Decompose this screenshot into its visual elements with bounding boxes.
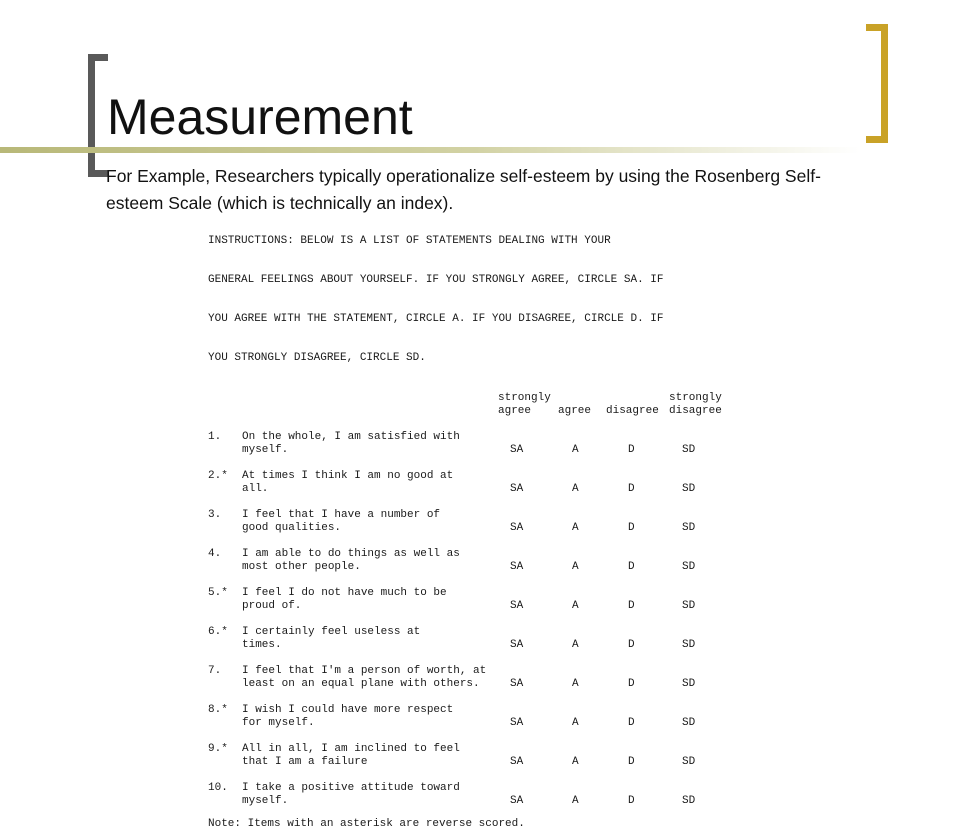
option-sa[interactable]: SA bbox=[510, 561, 524, 573]
right-bracket-decoration bbox=[866, 24, 888, 143]
option-d[interactable]: D bbox=[628, 561, 635, 573]
scale-item bbox=[208, 587, 748, 613]
instructions-line: YOU AGREE WITH THE STATEMENT, CIRCLE A. IF YOU DISAGREE, CIRCLE D. IF bbox=[208, 313, 664, 325]
item-number: 2.* bbox=[208, 470, 228, 482]
item-number: 3. bbox=[208, 509, 222, 521]
scale-item bbox=[208, 626, 748, 652]
column-header-strongly-agree-top: strongly bbox=[498, 392, 551, 404]
item-number: 1. bbox=[208, 431, 222, 443]
option-sd[interactable]: SD bbox=[682, 678, 696, 690]
item-text-line1: I certainly feel useless at bbox=[242, 626, 421, 638]
item-number: 7. bbox=[208, 665, 222, 677]
item-text-line2: most other people. bbox=[242, 561, 361, 573]
option-d[interactable]: D bbox=[628, 678, 635, 690]
item-text-line2: myself. bbox=[242, 795, 289, 807]
rosenberg-scale bbox=[208, 209, 748, 831]
item-text-line2: proud of. bbox=[242, 600, 302, 612]
option-d[interactable]: D bbox=[628, 522, 635, 534]
scale-items bbox=[208, 431, 748, 808]
left-bracket-decoration bbox=[88, 54, 108, 177]
option-d[interactable]: D bbox=[628, 717, 635, 729]
item-number: 10. bbox=[208, 782, 228, 794]
title-accent-line bbox=[0, 147, 860, 153]
item-text-line1: I feel that I have a number of bbox=[242, 509, 441, 521]
item-text-line2: that I am a failure bbox=[242, 756, 368, 768]
item-text-line2: all. bbox=[242, 483, 269, 495]
scale-item bbox=[208, 782, 748, 808]
option-sd[interactable]: SD bbox=[682, 639, 696, 651]
column-header-strongly-agree-bottom: agree bbox=[498, 405, 532, 417]
column-header-agree: agree bbox=[558, 405, 592, 417]
option-a[interactable]: A bbox=[572, 561, 579, 573]
option-a[interactable]: A bbox=[572, 483, 579, 495]
scale-item bbox=[208, 548, 748, 574]
item-text-line2: myself. bbox=[242, 444, 289, 456]
item-text-line1: At times I think I am no good at bbox=[242, 470, 454, 482]
option-d[interactable]: D bbox=[628, 483, 635, 495]
item-number: 5.* bbox=[208, 587, 228, 599]
item-text-line1: I am able to do things as well as bbox=[242, 548, 460, 560]
scale-item bbox=[208, 509, 748, 535]
option-sa[interactable]: SA bbox=[510, 522, 524, 534]
option-sd[interactable]: SD bbox=[682, 756, 696, 768]
option-sd[interactable]: SD bbox=[682, 522, 696, 534]
option-sa[interactable]: SA bbox=[510, 795, 524, 807]
scale-item bbox=[208, 704, 748, 730]
instructions-line: YOU STRONGLY DISAGREE, CIRCLE SD. bbox=[208, 352, 426, 364]
option-d[interactable]: D bbox=[628, 600, 635, 612]
option-a[interactable]: A bbox=[572, 795, 579, 807]
item-text-line2: times. bbox=[242, 639, 282, 651]
slide-subtitle: For Example, Researchers typically operationalize self-esteem by using the Rosenberg Self-esteem Scale (which is technically an index). bbox=[106, 166, 821, 213]
option-a[interactable]: A bbox=[572, 639, 579, 651]
scale-item bbox=[208, 665, 748, 691]
scale-instructions bbox=[208, 209, 748, 391]
item-text-line1: All in all, I am inclined to feel bbox=[242, 743, 460, 755]
scale-item bbox=[208, 431, 748, 457]
item-text-line1: I feel I do not have much to be bbox=[242, 587, 447, 599]
option-a[interactable]: A bbox=[572, 756, 579, 768]
instructions-line: INSTRUCTIONS: BELOW IS A LIST OF STATEMENTS DEALING WITH YOUR bbox=[208, 235, 611, 247]
column-headers bbox=[208, 392, 748, 418]
option-sa[interactable]: SA bbox=[510, 717, 524, 729]
option-sd[interactable]: SD bbox=[682, 483, 696, 495]
item-text-line1: On the whole, I am satisfied with bbox=[242, 431, 460, 443]
option-sd[interactable]: SD bbox=[682, 444, 696, 456]
item-number: 4. bbox=[208, 548, 222, 560]
item-text-line1: I take a positive attitude toward bbox=[242, 782, 460, 794]
option-sa[interactable]: SA bbox=[510, 600, 524, 612]
scale-item bbox=[208, 743, 748, 769]
slide-title: Measurement bbox=[107, 89, 413, 145]
column-header-strongly-disagree-bottom: disagree bbox=[669, 405, 722, 417]
option-a[interactable]: A bbox=[572, 444, 579, 456]
option-sd[interactable]: SD bbox=[682, 795, 696, 807]
option-a[interactable]: A bbox=[572, 717, 579, 729]
option-a[interactable]: A bbox=[572, 600, 579, 612]
reverse-scored-note: Note: Items with an asterisk are reverse scored. bbox=[208, 818, 525, 830]
instructions-line: GENERAL FEELINGS ABOUT YOURSELF. IF YOU STRONGLY AGREE, CIRCLE SA. IF bbox=[208, 274, 664, 286]
option-sd[interactable]: SD bbox=[682, 561, 696, 573]
item-text-line2: for myself. bbox=[242, 717, 315, 729]
item-text-line1: I feel that I'm a person of worth, at bbox=[242, 665, 487, 677]
option-sa[interactable]: SA bbox=[510, 756, 524, 768]
item-text-line2: least on an equal plane with others. bbox=[242, 678, 480, 690]
option-sa[interactable]: SA bbox=[510, 483, 524, 495]
column-header-strongly-disagree-top: strongly bbox=[669, 392, 722, 404]
option-sa[interactable]: SA bbox=[510, 444, 524, 456]
option-sa[interactable]: SA bbox=[510, 639, 524, 651]
item-number: 9.* bbox=[208, 743, 228, 755]
option-sd[interactable]: SD bbox=[682, 717, 696, 729]
scale-item bbox=[208, 470, 748, 496]
option-d[interactable]: D bbox=[628, 444, 635, 456]
item-number: 8.* bbox=[208, 704, 228, 716]
item-text-line1: I wish I could have more respect bbox=[242, 704, 454, 716]
option-a[interactable]: A bbox=[572, 522, 579, 534]
option-sa[interactable]: SA bbox=[510, 678, 524, 690]
item-text-line2: good qualities. bbox=[242, 522, 342, 534]
item-number: 6.* bbox=[208, 626, 228, 638]
column-header-disagree: disagree bbox=[606, 405, 659, 417]
option-sd[interactable]: SD bbox=[682, 600, 696, 612]
option-d[interactable]: D bbox=[628, 756, 635, 768]
option-d[interactable]: D bbox=[628, 795, 635, 807]
option-a[interactable]: A bbox=[572, 678, 579, 690]
option-d[interactable]: D bbox=[628, 639, 635, 651]
